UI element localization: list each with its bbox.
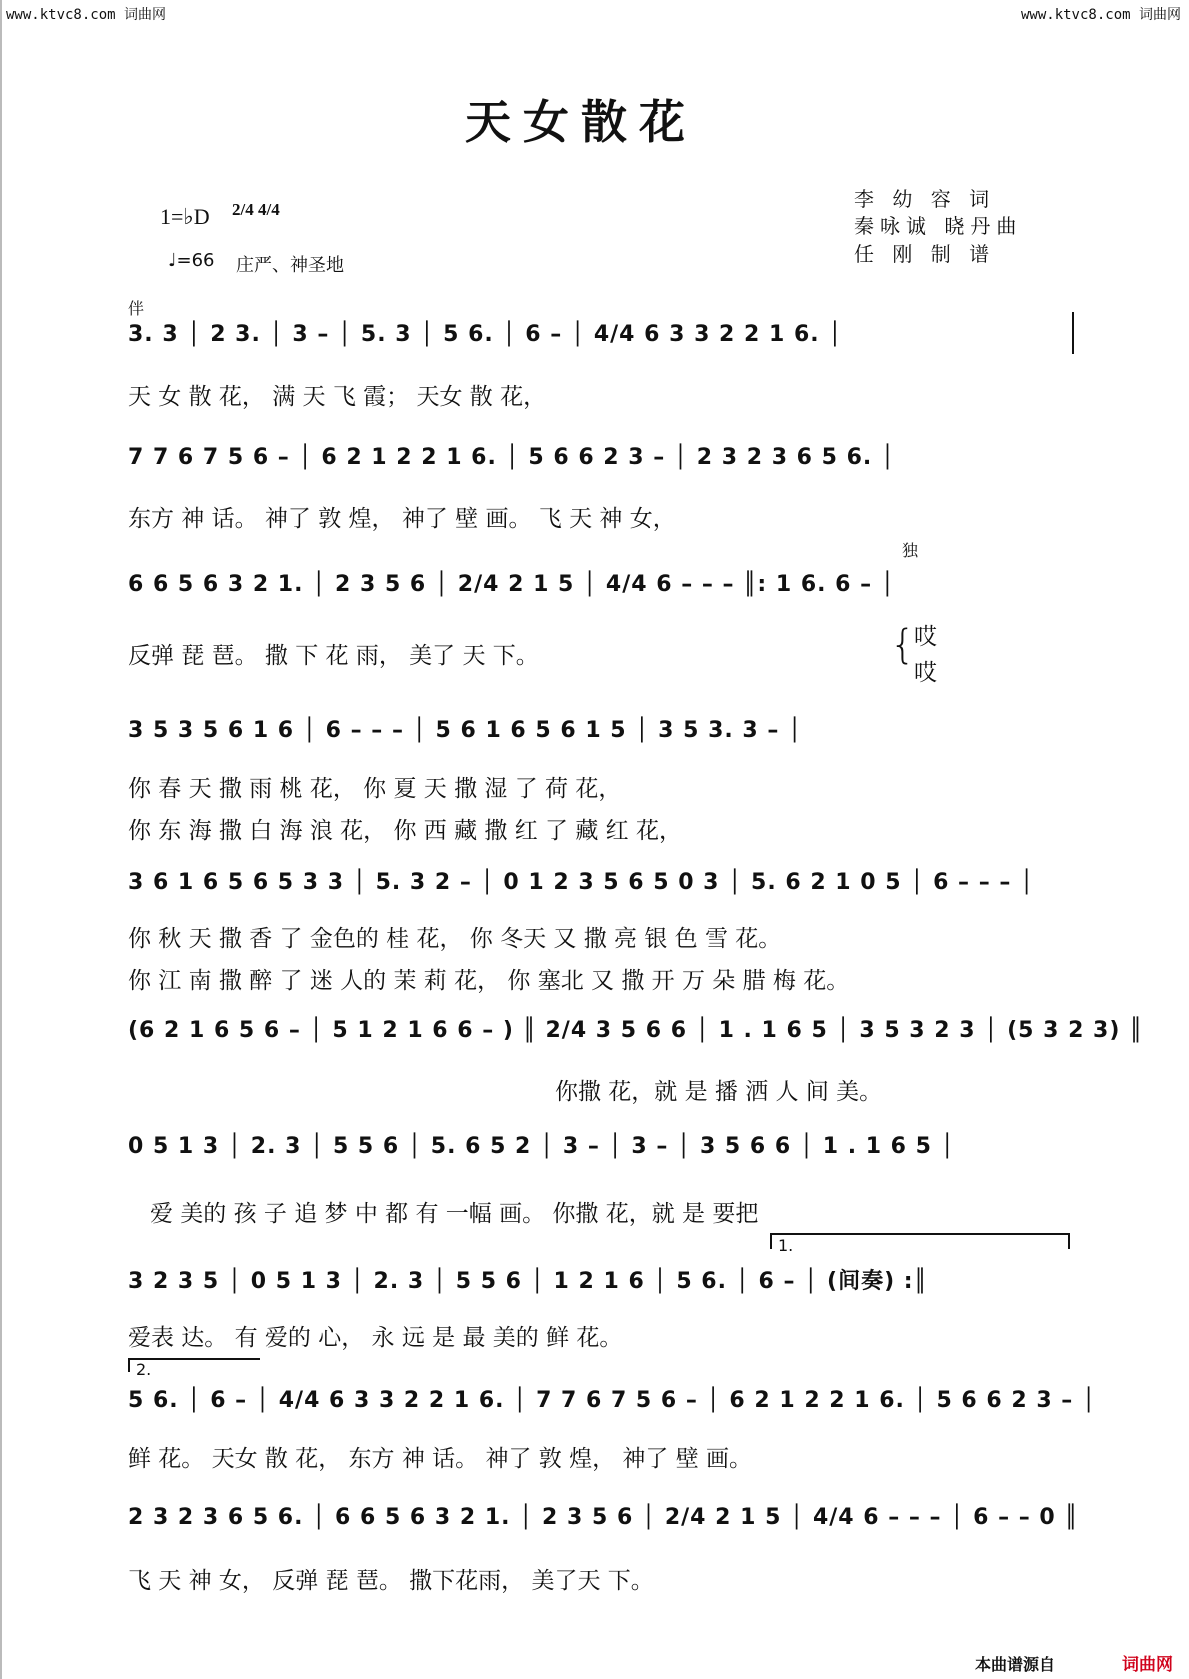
- lyrics-line-10: 飞 天 神 女， 反弹 琵 琶。 撒下花雨， 美了天 下。: [128, 1568, 654, 1594]
- notes-line-3: 6 6 5 6 3 2 1. │ 2 3 5 6 │ 2/4 2 1 5 │ 4/4 6 – – – ║: 1 6. 6 – │: [128, 572, 896, 597]
- notes-line-1: 3. 3 │ 2 3. │ 3 – │ 5. 3 │ 5 6. │ 6 – │ 4/4 6 3 3 2 2 1 6. │: [128, 322, 843, 347]
- lyric-brace: {: [890, 622, 916, 668]
- tempo-marking: ♩=66: [168, 250, 215, 271]
- key-signature: 1=♭D: [160, 204, 210, 229]
- page-left-edge: [0, 0, 2, 1679]
- lyrics-line-5a: 你 秋 天 撒 香 了 金色的 桂 花， 你 冬天 又 撒 亮 银 色 雪 花。: [128, 926, 782, 952]
- notes-line-5: 3 6 1 6 5 6 5 3 3 │ 5. 3 2 – │ 0 1 2 3 5 6 5 0 3 │ 5. 6 2 1 0 5 │ 6 – – – │: [128, 870, 1035, 895]
- staff-end-barline: [1072, 312, 1074, 354]
- lyrics-line-1: 天 女 散 花， 满 天 飞 霞； 天女 散 花，: [128, 384, 547, 410]
- composer-credit: 秦咏诚 晓丹曲: [854, 214, 1023, 238]
- lyrics-line-3: 反弹 琵 琶。 撒 下 花 雨， 美了 天 下。: [128, 643, 539, 669]
- notes-line-10: 2 3 2 3 6 5 6. │ 6 6 5 6 3 2 1. │ 2 3 5 6 │ 2/4 2 1 5 │ 4/4 6 – – – │ 6 – – 0 ║: [128, 1505, 1079, 1530]
- lyrics-line-8: 爱表 达。 有 爱的 心， 永 远 是 最 美的 鲜 花。: [128, 1325, 623, 1351]
- site-header-left[interactable]: www.ktvc8.com 词曲网: [6, 7, 167, 23]
- notes-line-7: 0 5 1 3 │ 2. 3 │ 5 5 6 │ 5. 6 5 2 │ 3 – │ 3 – │ 3 5 6 6 │ 1 . 1 6 5 │: [128, 1134, 955, 1159]
- notes-line-4: 3 5 3 5 6 1 6 │ 6 – – – │ 5 6 1 6 5 6 1 5 │ 3 5 3. 3 – │: [128, 718, 803, 743]
- lyricist-credit: 李 幼 容 词: [854, 187, 996, 211]
- lyrics-line-4a: 你 春 天 撒 雨 桃 花， 你 夏 天 撒 湿 了 荷 花，: [128, 776, 622, 802]
- lyrics-line-7: 爱 美的 孩 子 追 梦 中 都 有 一幅 画。 你撒 花，就 是 要把: [150, 1201, 759, 1227]
- notes-line-9: 5 6. │ 6 – │ 4/4 6 3 3 2 2 1 6. │ 7 7 6 7 5 6 – │ 6 2 1 2 2 1 6. │ 5 6 6 2 3 – │: [128, 1388, 1097, 1413]
- arranger-credit: 任 刚 制 谱: [854, 242, 996, 266]
- volta-2-label: 2.: [136, 1360, 152, 1379]
- lyrics-line-6: 你撒 花，就 是 播 洒 人 间 美。: [555, 1079, 883, 1105]
- notes-line-2: 7 7 6 7 5 6 – │ 6 2 1 2 2 1 6. │ 5 6 6 2 3 – │ 2 3 2 3 6 5 6. │: [128, 445, 896, 470]
- expression-marking: 庄严、神圣地: [236, 255, 344, 276]
- solo-marker: 独: [902, 541, 919, 560]
- lyrics-line-4b: 你 东 海 撒 白 海 浪 花， 你 西 藏 撒 红 了 藏 红 花，: [128, 818, 682, 844]
- lyrics-line-5b: 你 江 南 撒 醉 了 迷 人的 茉 莉 花， 你 塞北 又 撒 开 万 朵 腊 梅 花。: [128, 968, 850, 994]
- lyrics-interjection-1: 哎: [914, 624, 937, 650]
- notes-line-8: 3 2 3 5 │ 0 5 1 3 │ 2. 3 │ 5 5 6 │ 1 2 1 6 │ 5 6. │ 6 – │ (间奏) :║: [128, 1269, 928, 1294]
- lyrics-line-2: 东方 神 话。 神了 敦 煌， 神了 壁 画。 飞 天 神 女，: [128, 506, 676, 532]
- lyrics-line-9: 鲜 花。 天女 散 花， 东方 神 话。 神了 敦 煌， 神了 壁 画。: [128, 1446, 753, 1472]
- footer-brand-link[interactable]: 词曲网: [1122, 1655, 1173, 1675]
- volta-1-label: 1.: [778, 1236, 794, 1255]
- footer-source-text: 本曲谱源自: [975, 1655, 1056, 1674]
- time-signature: 2/4 4/4: [232, 200, 280, 219]
- accompaniment-marker: 伴: [128, 299, 145, 318]
- notes-line-6: (6 2 1 6 5 6 – │ 5 1 2 1 6 6 – ) ║ 2/4 3 5 6 6 │ 1 . 1 6 5 │ 3 5 3 2 3 │ (5 3 2 3) ║: [128, 1018, 1144, 1043]
- volta-bracket-1: [770, 1233, 1070, 1249]
- site-header-right[interactable]: www.ktvc8.com 词曲网: [1020, 7, 1181, 23]
- lyrics-interjection-2: 哎: [914, 660, 937, 686]
- song-title: 天女散花: [465, 95, 697, 149]
